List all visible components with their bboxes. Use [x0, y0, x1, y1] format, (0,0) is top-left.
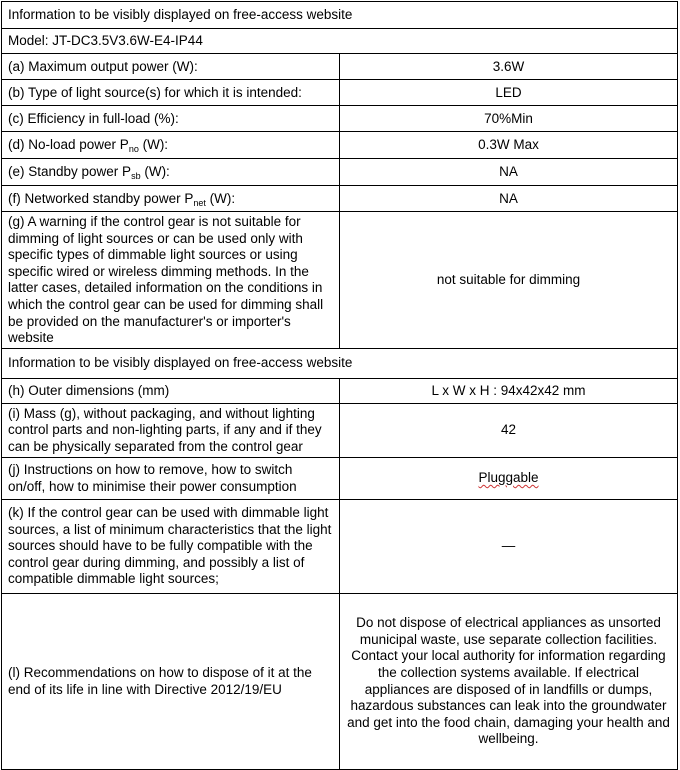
row-value: not suitable for dimming [340, 212, 678, 349]
subscript: net [193, 197, 206, 208]
table-row [2, 132, 678, 159]
subscript: sb [131, 171, 141, 182]
row-value: LED [340, 80, 678, 106]
subscript: no [128, 144, 139, 155]
table-row [2, 54, 678, 80]
row-value: L x W x H : 94x42x42 mm [340, 378, 678, 403]
section-header-row [2, 348, 678, 378]
section-header: Information to be visibly displayed on free-access website [2, 2, 678, 29]
row-value: NA [340, 159, 678, 186]
row-value: 70%Min [340, 106, 678, 132]
row-label: (d) No-load power $P_{no}$ (W): [2, 132, 340, 159]
row-label: (i) Mass (g), without packaging, and without lighting control parts and non-lighting parts, if any and if they can be physically separated from the control gear [2, 403, 340, 457]
table-row [2, 159, 678, 186]
row-label: (c) Efficiency in full-load (%): [2, 106, 340, 132]
table-row [2, 212, 678, 349]
row-value: Pluggable [478, 470, 539, 486]
row-label: (k) If the control gear can be used with dimmable light sources, a list of minimum characteristics that the light sources should have to be fully compatible with the control gear during dimming, and possibly a list of compatible dimmable light sources; [2, 499, 340, 593]
product-info-table [1, 1, 678, 770]
row-value: 3.6W [340, 54, 678, 80]
table-header-row [2, 2, 678, 29]
table-row [2, 378, 678, 403]
table-row [2, 593, 678, 769]
table-row [2, 186, 678, 212]
table-row [2, 403, 678, 457]
row-label: (g) A warning if the control gear is not suitable for dimming of light sources or can be used only with specific types of dimmable light sources or using specific wired or wireless dimming methods. In the latter cases, detailed information on the conditions in which the control gear can be used for dimming shall be provided on the manufacturer's or importer's website [2, 212, 340, 349]
row-label: (h) Outer dimensions (mm) [2, 378, 340, 403]
row-label: (j) Instructions on how to remove, how to switch on/off, how to minimise their power consumption [2, 457, 340, 499]
row-value: Do not dispose of electrical appliances as unsorted municipal waste, use separate collection facilities. Contact your local authority for information regarding the collection systems available. If electrical appliances are disposed of in landfills or dumps, hazardous substances can leak into the groundwater and get into the food chain, damaging your health and wellbeing. [340, 593, 678, 769]
row-label: (e) Standby power $P_{sb}$ (W): [2, 159, 340, 186]
table-row [2, 499, 678, 593]
row-value: NA [340, 186, 678, 212]
section-header: Information to be visibly displayed on free-access website [2, 348, 678, 378]
row-label: (b) Type of light source(s) for which it is intended: [2, 80, 340, 106]
table-row [2, 80, 678, 106]
model-label: Model: JT-DC3.5V3.6W-E4-IP44 [2, 29, 678, 54]
row-label: (f) Networked standby power $P_{net}$ (W): [2, 186, 340, 212]
model-row [2, 29, 678, 54]
row-value: — [340, 499, 678, 593]
table-row [2, 106, 678, 132]
table-row [2, 457, 678, 499]
row-value: 0.3W Max [340, 132, 678, 159]
row-label: (l) Recommendations on how to dispose of it at the end of its life in line with Directive 2012/19/EU [2, 593, 340, 769]
row-value: 42 [340, 403, 678, 457]
row-label: (a) Maximum output power (W): [2, 54, 340, 80]
